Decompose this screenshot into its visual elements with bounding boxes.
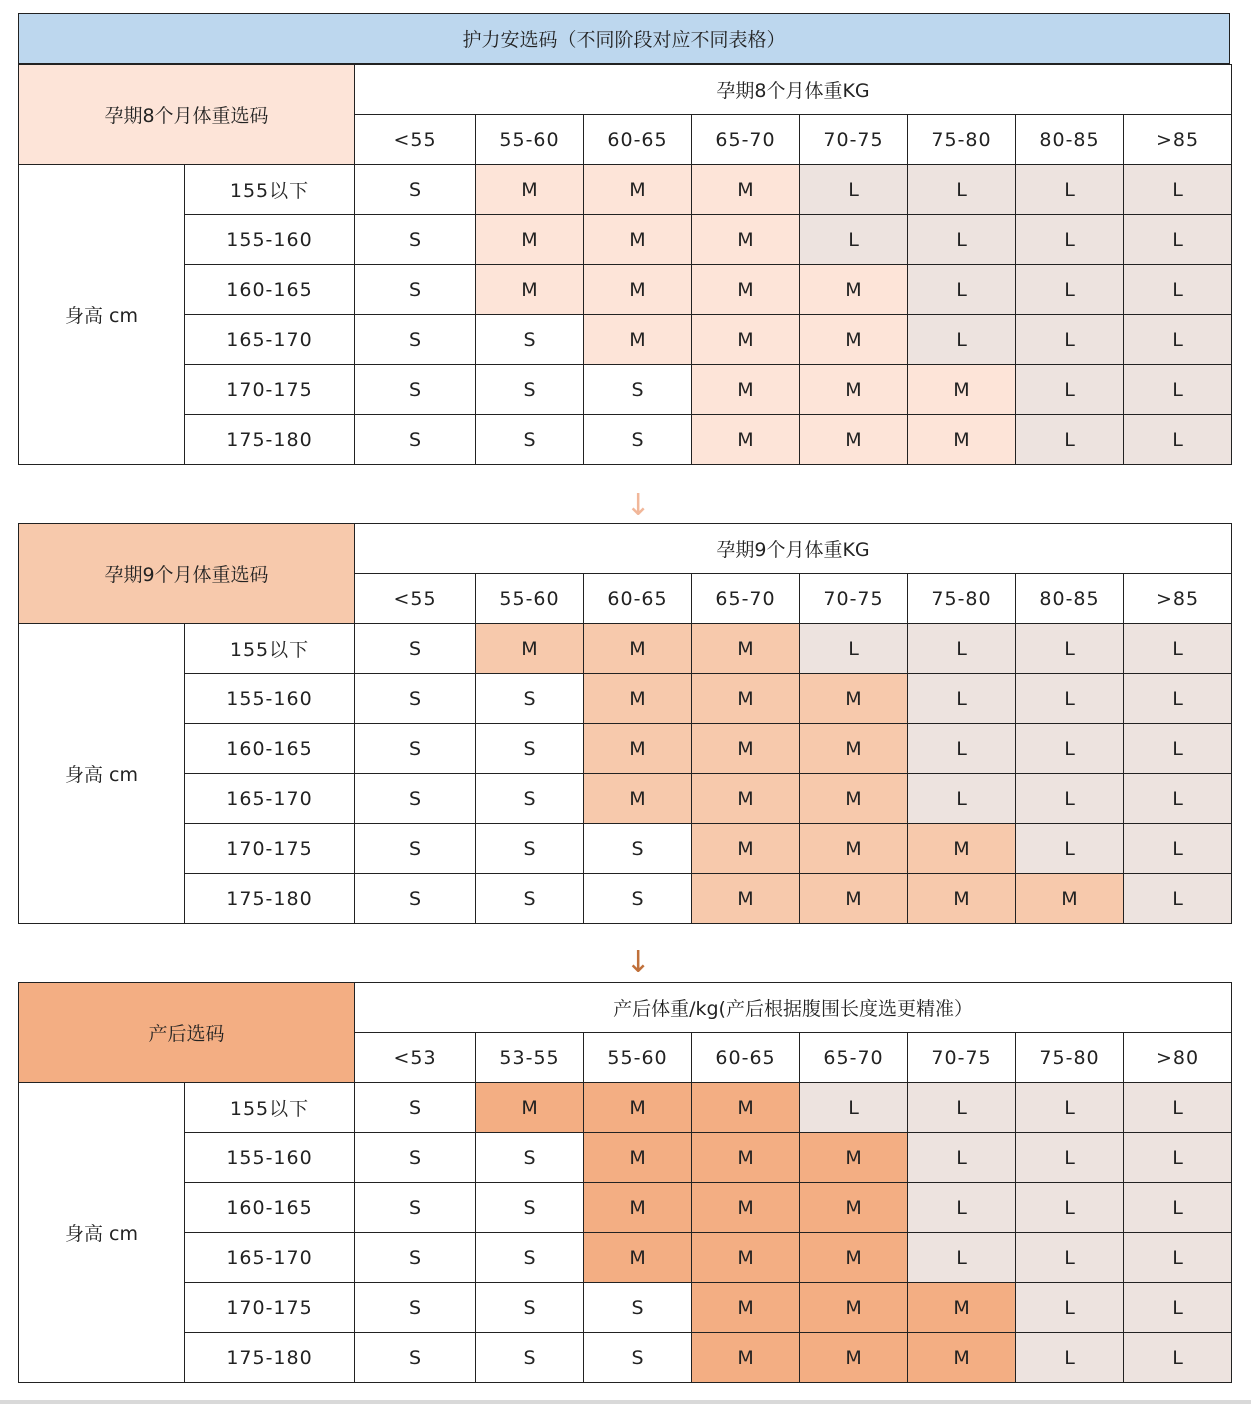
height-axis-label: 身高 cm: [19, 1083, 185, 1383]
size-cell: L: [1016, 1183, 1124, 1233]
size-cell: M: [908, 824, 1016, 874]
size-cell: S: [476, 1333, 584, 1383]
table-row: [19, 215, 1232, 265]
table-row: [19, 415, 1232, 465]
size-cell: M: [476, 1083, 584, 1133]
size-cell: L: [1016, 1233, 1124, 1283]
weight-range-header: <55: [355, 115, 476, 165]
size-cell: L: [1016, 165, 1124, 215]
size-cell: M: [908, 1333, 1016, 1383]
weight-range-header: 55-60: [476, 574, 584, 624]
size-cell: S: [476, 824, 584, 874]
size-cell: S: [355, 315, 476, 365]
table-header-row: [19, 65, 1232, 115]
weight-range-header: 70-75: [800, 574, 908, 624]
weight-range-header: 70-75: [800, 115, 908, 165]
size-cell: M: [476, 165, 584, 215]
weight-range-header: <55: [355, 574, 476, 624]
stage-label: 孕期9个月体重选码: [19, 524, 355, 624]
size-cell: M: [692, 215, 800, 265]
stage-label: 孕期8个月体重选码: [19, 65, 355, 165]
weight-range-header: 75-80: [908, 574, 1016, 624]
size-cell: S: [476, 874, 584, 924]
size-cell: M: [584, 165, 692, 215]
size-cell: L: [1124, 1133, 1232, 1183]
size-cell: M: [800, 415, 908, 465]
size-cell: M: [800, 265, 908, 315]
height-range-cell: 175-180: [185, 874, 355, 924]
page-title: 护力安选码（不同阶段对应不同表格）: [18, 13, 1230, 64]
size-cell: M: [476, 624, 584, 674]
size-cell: S: [355, 724, 476, 774]
size-cell: L: [1016, 774, 1124, 824]
weight-range-header: 60-65: [584, 115, 692, 165]
table-row: [19, 724, 1232, 774]
height-range-cell: 165-170: [185, 774, 355, 824]
size-cell: S: [355, 1083, 476, 1133]
size-cell: S: [355, 624, 476, 674]
size-cell: L: [800, 165, 908, 215]
size-cell: L: [1124, 1283, 1232, 1333]
size-cell: L: [908, 1083, 1016, 1133]
weight-range-header: 55-60: [584, 1033, 692, 1083]
size-cell: M: [800, 1183, 908, 1233]
size-cell: L: [1016, 624, 1124, 674]
size-cell: M: [908, 365, 1016, 415]
size-cell: L: [908, 265, 1016, 315]
height-range-cell: 165-170: [185, 315, 355, 365]
height-range-cell: 160-165: [185, 1183, 355, 1233]
weight-header: 产后体重/kg(产后根据腹围长度选更精准）: [355, 983, 1232, 1033]
size-cell: L: [1124, 415, 1232, 465]
size-cell: M: [800, 874, 908, 924]
size-cell: S: [355, 1333, 476, 1383]
size-cell: L: [1124, 1333, 1232, 1383]
size-cell: M: [692, 1183, 800, 1233]
size-table-stage-9: [18, 523, 1232, 924]
size-cell: S: [355, 1133, 476, 1183]
weight-range-header: >85: [1124, 115, 1232, 165]
table-row: [19, 265, 1232, 315]
size-cell: S: [584, 1333, 692, 1383]
size-cell: L: [1124, 1183, 1232, 1233]
weight-range-header: 75-80: [1016, 1033, 1124, 1083]
size-cell: L: [800, 624, 908, 674]
table-row: [19, 315, 1232, 365]
size-cell: S: [355, 874, 476, 924]
table-row: [19, 824, 1232, 874]
bottom-divider: [0, 1400, 1251, 1404]
size-cell: M: [800, 674, 908, 724]
weight-range-header: 65-70: [800, 1033, 908, 1083]
size-cell: L: [1016, 365, 1124, 415]
size-cell: S: [476, 415, 584, 465]
weight-range-header: 60-65: [584, 574, 692, 624]
height-range-cell: 155以下: [185, 165, 355, 215]
size-cell: L: [908, 624, 1016, 674]
size-cell: M: [692, 1083, 800, 1133]
table-row: [19, 1133, 1232, 1183]
size-cell: M: [800, 724, 908, 774]
size-cell: M: [584, 215, 692, 265]
size-cell: M: [692, 365, 800, 415]
size-cell: L: [1016, 215, 1124, 265]
table-row: [19, 165, 1232, 215]
size-cell: M: [584, 315, 692, 365]
height-range-cell: 155-160: [185, 674, 355, 724]
size-cell: L: [908, 1183, 1016, 1233]
table-row: [19, 1283, 1232, 1333]
size-cell: M: [800, 1283, 908, 1333]
size-cell: M: [1016, 874, 1124, 924]
size-cell: M: [692, 1333, 800, 1383]
size-cell: M: [692, 1233, 800, 1283]
height-range-cell: 175-180: [185, 1333, 355, 1383]
size-cell: M: [692, 415, 800, 465]
size-cell: M: [584, 1183, 692, 1233]
weight-range-header: 65-70: [692, 574, 800, 624]
size-cell: S: [355, 165, 476, 215]
weight-range-header: 60-65: [692, 1033, 800, 1083]
size-cell: L: [1016, 265, 1124, 315]
down-arrow-icon: ↓: [625, 945, 651, 980]
height-range-cell: 155-160: [185, 1133, 355, 1183]
table-row: [19, 874, 1232, 924]
size-cell: S: [355, 1283, 476, 1333]
table-row: [19, 1333, 1232, 1383]
table-row: [19, 1183, 1232, 1233]
weight-header: 孕期9个月体重KG: [355, 524, 1232, 574]
size-cell: S: [476, 1133, 584, 1183]
size-cell: S: [476, 774, 584, 824]
size-cell: L: [800, 1083, 908, 1133]
size-cell: L: [800, 215, 908, 265]
weight-range-header: 53-55: [476, 1033, 584, 1083]
size-cell: M: [908, 415, 1016, 465]
size-cell: S: [355, 824, 476, 874]
size-cell: L: [1124, 165, 1232, 215]
height-range-cell: 155以下: [185, 1083, 355, 1133]
size-cell: S: [476, 1233, 584, 1283]
weight-range-header: 70-75: [908, 1033, 1016, 1083]
size-cell: M: [692, 1133, 800, 1183]
down-arrow-icon: ↓: [625, 488, 651, 523]
size-cell: M: [800, 774, 908, 824]
size-cell: M: [584, 624, 692, 674]
size-cell: S: [355, 415, 476, 465]
weight-range-header: <53: [355, 1033, 476, 1083]
size-cell: M: [908, 874, 1016, 924]
size-cell: S: [476, 1283, 584, 1333]
size-cell: L: [1124, 724, 1232, 774]
height-range-cell: 170-175: [185, 365, 355, 415]
table-header-row: [19, 983, 1232, 1033]
height-range-cell: 170-175: [185, 1283, 355, 1333]
weight-range-header: 75-80: [908, 115, 1016, 165]
size-cell: L: [908, 165, 1016, 215]
size-cell: L: [1124, 315, 1232, 365]
size-cell: M: [692, 624, 800, 674]
size-cell: L: [908, 774, 1016, 824]
size-cell: S: [355, 1233, 476, 1283]
size-cell: M: [476, 265, 584, 315]
table-header-row: [19, 524, 1232, 574]
size-cell: L: [1124, 774, 1232, 824]
weight-header: 孕期8个月体重KG: [355, 65, 1232, 115]
size-cell: M: [800, 1133, 908, 1183]
weight-range-header: >80: [1124, 1033, 1232, 1083]
size-cell: S: [355, 1183, 476, 1233]
size-cell: M: [584, 1133, 692, 1183]
size-cell: L: [908, 724, 1016, 774]
size-cell: L: [1016, 1133, 1124, 1183]
size-cell: L: [1124, 215, 1232, 265]
size-cell: L: [1016, 724, 1124, 774]
size-cell: L: [1124, 824, 1232, 874]
size-cell: S: [584, 415, 692, 465]
weight-range-header: 80-85: [1016, 115, 1124, 165]
size-cell: S: [355, 365, 476, 415]
size-cell: S: [476, 674, 584, 724]
size-cell: M: [692, 824, 800, 874]
size-cell: M: [692, 315, 800, 365]
table-row: [19, 624, 1232, 674]
size-cell: L: [908, 315, 1016, 365]
size-cell: S: [584, 874, 692, 924]
size-cell: S: [476, 724, 584, 774]
height-range-cell: 155-160: [185, 215, 355, 265]
weight-range-header: >85: [1124, 574, 1232, 624]
size-cell: S: [476, 315, 584, 365]
height-axis-label: 身高 cm: [19, 624, 185, 924]
size-cell: L: [908, 215, 1016, 265]
size-cell: M: [692, 874, 800, 924]
size-table-stage-8: [18, 64, 1232, 465]
size-cell: M: [584, 774, 692, 824]
size-cell: L: [1124, 674, 1232, 724]
size-cell: M: [584, 1083, 692, 1133]
size-cell: M: [584, 674, 692, 724]
size-cell: L: [1124, 624, 1232, 674]
size-cell: M: [584, 724, 692, 774]
size-cell: L: [1124, 365, 1232, 415]
size-cell: M: [692, 165, 800, 215]
height-range-cell: 155以下: [185, 624, 355, 674]
size-cell: L: [1016, 1083, 1124, 1133]
size-cell: L: [1016, 674, 1124, 724]
size-cell: M: [908, 1283, 1016, 1333]
size-cell: L: [1124, 874, 1232, 924]
size-cell: L: [1016, 1333, 1124, 1383]
size-cell: S: [355, 215, 476, 265]
size-cell: M: [476, 215, 584, 265]
size-cell: S: [476, 365, 584, 415]
size-cell: M: [692, 674, 800, 724]
size-cell: M: [800, 365, 908, 415]
weight-range-header: 55-60: [476, 115, 584, 165]
height-range-cell: 175-180: [185, 415, 355, 465]
weight-range-header: 65-70: [692, 115, 800, 165]
height-range-cell: 160-165: [185, 724, 355, 774]
table-row: [19, 674, 1232, 724]
size-cell: S: [355, 265, 476, 315]
size-cell: L: [1124, 265, 1232, 315]
size-cell: M: [584, 265, 692, 315]
height-range-cell: 160-165: [185, 265, 355, 315]
stage-label: 产后选码: [19, 983, 355, 1083]
size-cell: M: [692, 774, 800, 824]
size-cell: S: [584, 365, 692, 415]
size-table-postpartum: [18, 982, 1232, 1383]
height-axis-label: 身高 cm: [19, 165, 185, 465]
size-cell: S: [355, 774, 476, 824]
size-cell: S: [476, 1183, 584, 1233]
size-cell: M: [800, 1333, 908, 1383]
size-cell: L: [1016, 415, 1124, 465]
size-cell: L: [1016, 315, 1124, 365]
table-row: [19, 1233, 1232, 1283]
size-cell: L: [908, 1133, 1016, 1183]
size-cell: L: [908, 1233, 1016, 1283]
size-cell: L: [1124, 1233, 1232, 1283]
size-cell: M: [800, 315, 908, 365]
size-cell: S: [355, 674, 476, 724]
size-cell: S: [584, 824, 692, 874]
size-cell: L: [1016, 1283, 1124, 1333]
size-cell: M: [584, 1233, 692, 1283]
height-range-cell: 165-170: [185, 1233, 355, 1283]
height-range-cell: 170-175: [185, 824, 355, 874]
size-cell: M: [800, 824, 908, 874]
table-row: [19, 1083, 1232, 1133]
table-row: [19, 774, 1232, 824]
size-cell: M: [800, 1233, 908, 1283]
table-row: [19, 365, 1232, 415]
size-cell: M: [692, 1283, 800, 1333]
size-cell: L: [908, 674, 1016, 724]
size-cell: M: [692, 724, 800, 774]
size-cell: L: [1124, 1083, 1232, 1133]
size-cell: L: [1016, 824, 1124, 874]
size-cell: S: [584, 1283, 692, 1333]
size-cell: M: [692, 265, 800, 315]
weight-range-header: 80-85: [1016, 574, 1124, 624]
